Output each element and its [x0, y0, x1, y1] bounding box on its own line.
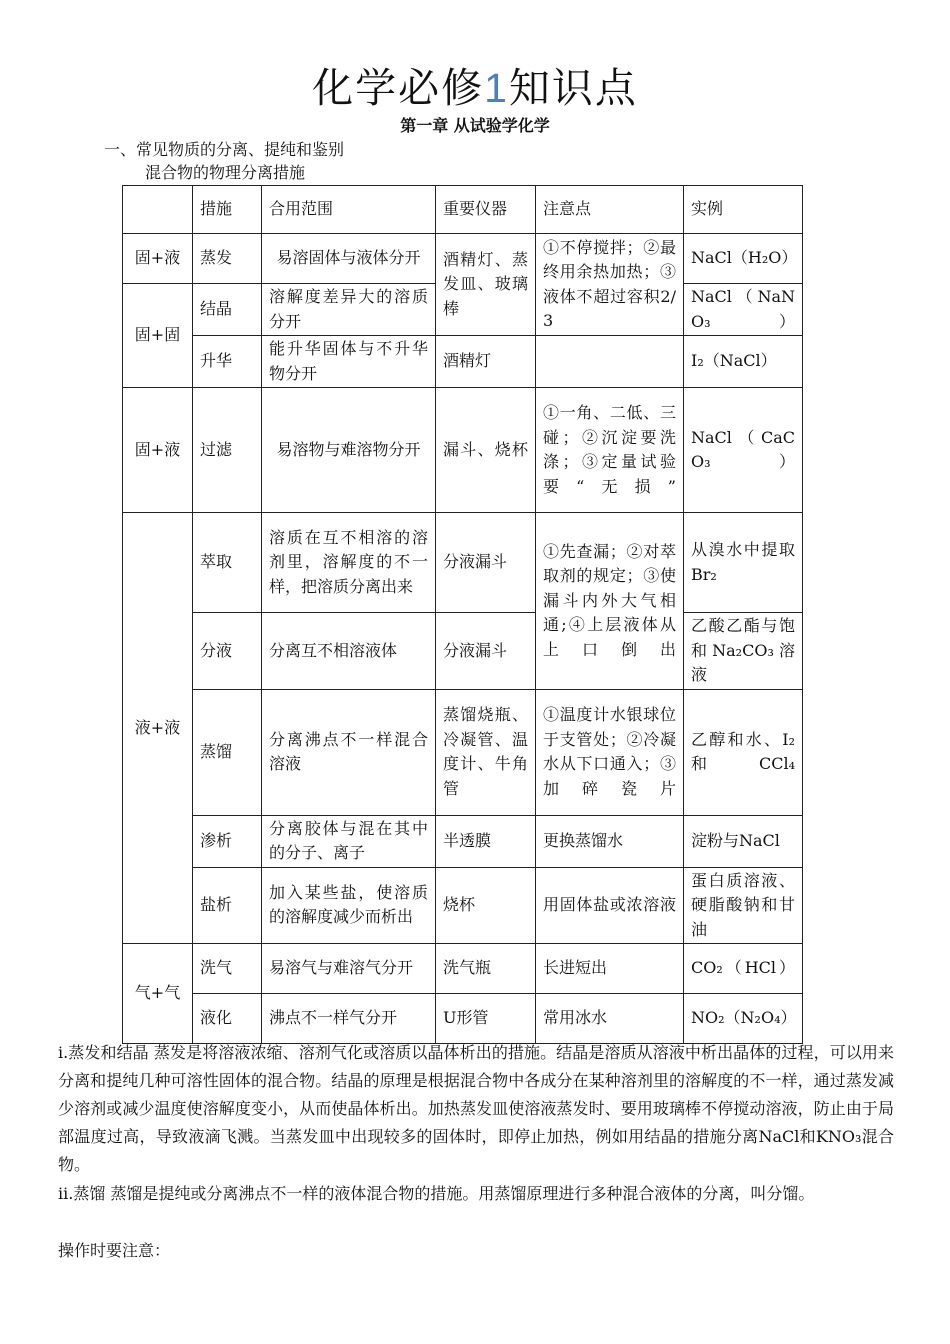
- example-cell: NaCl（CaCO₃）: [684, 388, 803, 513]
- note-cell: 常用冰水: [536, 994, 684, 1044]
- scope-cell: 易溶固体与液体分开: [262, 234, 436, 284]
- scope-cell: 溶解度差异大的溶质分开: [262, 284, 436, 336]
- separation-methods-table: [122, 185, 803, 1044]
- paragraph-operation-notes: 操作时要注意：: [58, 1241, 171, 1260]
- note-cell: ①先查漏；②对萃取剂的规定；③使漏斗内外大气相通;④上层液体从上口倒出: [536, 513, 684, 690]
- example-cell: 乙酸乙酯与饱和Na₂CO₃溶液: [684, 613, 803, 690]
- instrument-cell: 酒精灯: [436, 336, 536, 388]
- phase-group-cell: 固+液: [123, 388, 193, 513]
- note-cell: 更换蒸馏水: [536, 815, 684, 867]
- title-number: 1: [484, 65, 509, 111]
- table-row: [123, 994, 803, 1044]
- paragraph-distillation: ii.蒸馏 蒸馏是提纯或分离沸点不一样的液体混合物的措施。用蒸馏原理进行多种混合液体的分离，叫分馏。: [58, 1184, 815, 1203]
- scope-cell: 分离沸点不一样混合溶液: [262, 689, 436, 815]
- method-cell: 渗析: [193, 815, 262, 867]
- example-cell: NO₂（N₂O₄）: [684, 994, 803, 1044]
- instrument-cell: U形管: [436, 994, 536, 1044]
- instrument-cell: 蒸馏烧瓶、冷凝管、温度计、牛角管: [436, 689, 536, 815]
- table-row: [123, 867, 803, 944]
- method-cell: 蒸发: [193, 234, 262, 284]
- scope-cell: 分离胶体与混在其中的分子、离子: [262, 815, 436, 867]
- example-cell: 从溴水中提取Br₂: [684, 513, 803, 613]
- example-cell: CO₂（HCl）: [684, 944, 803, 994]
- instrument-cell: 酒精灯、蒸发皿、玻璃棒: [436, 234, 536, 336]
- note-cell: 长进短出: [536, 944, 684, 994]
- method-cell: 盐析: [193, 867, 262, 944]
- table-row: [123, 388, 803, 513]
- scope-cell: 分离互不相溶液体: [262, 613, 436, 690]
- chapter-heading: 第一章 从试验学化学: [400, 116, 550, 135]
- scope-cell: 加入某些盐，使溶质的溶解度减少而析出: [262, 867, 436, 944]
- table-row: [123, 336, 803, 388]
- method-cell: 蒸馏: [193, 689, 262, 815]
- header-cell: 措施: [193, 186, 262, 234]
- note-cell: ①不停搅拌；②最终用余热加热；③液体不超过容积2/3: [536, 234, 684, 336]
- example-cell: 乙醇和水、I₂和CCl₄: [684, 689, 803, 815]
- instrument-cell: 漏斗、烧杯: [436, 388, 536, 513]
- scope-cell: 易溶物与难溶物分开: [262, 388, 436, 513]
- method-cell: 结晶: [193, 284, 262, 336]
- table-row: [123, 234, 803, 284]
- method-cell: 洗气: [193, 944, 262, 994]
- instrument-cell: 半透膜: [436, 815, 536, 867]
- instrument-cell: 分液漏斗: [436, 613, 536, 690]
- method-cell: 萃取: [193, 513, 262, 613]
- instrument-cell: 烧杯: [436, 867, 536, 944]
- scope-cell: 溶质在互不相溶的溶剂里，溶解度的不一样，把溶质分离出来: [262, 513, 436, 613]
- scope-cell: 易溶气与难溶气分开: [262, 944, 436, 994]
- example-cell: NaCl（NaNO₃）: [684, 284, 803, 336]
- note-cell: ①一角、二低、三碰；②沉淀要洗涤；③定量试验要“无损”: [536, 388, 684, 513]
- scope-cell: 沸点不一样气分开: [262, 994, 436, 1044]
- table-row: [123, 613, 803, 690]
- title-text-end: 知识点: [508, 64, 638, 112]
- phase-group-cell: 液+液: [123, 513, 193, 944]
- example-cell: NaCl（H₂O）: [684, 234, 803, 284]
- method-cell: 液化: [193, 994, 262, 1044]
- example-cell: I₂（NaCl）: [684, 336, 803, 388]
- table-header-row: [123, 186, 803, 234]
- method-cell: 升华: [193, 336, 262, 388]
- title-text: 化学必修: [312, 64, 485, 112]
- example-cell: 蛋白质溶液、硬脂酸钠和甘油: [684, 867, 803, 944]
- method-cell: 过滤: [193, 388, 262, 513]
- note-cell: [536, 336, 684, 388]
- paragraph-evaporation-crystallization: i.蒸发和结晶 蒸发是将溶液浓缩、溶剂气化或溶质以晶体析出的措施。结晶是溶质从溶液中析出晶体的过程，可以用来分离和提纯几种可溶性固体的混合物。结晶的原理是根据混合物中各成分在某种溶剂里的溶解度的不一样，通过蒸发减少溶剂或减少温度使溶解度变小，从而使晶体析出。加热蒸发皿使溶液蒸发时、要用玻璃棒不停搅动溶液，防止由于局部温度过高，导致液滴飞溅。当蒸发皿中出现较多的固体时，即停止加热，例如用结晶的措施分离NaCl和KNO₃混合物。: [58, 1043, 894, 1174]
- header-cell: 实例: [684, 186, 803, 234]
- table-row: [123, 944, 803, 994]
- subsection-heading: 混合物的物理分离措施: [145, 163, 306, 182]
- scope-cell: 能升华固体与不升华物分开: [262, 336, 436, 388]
- instrument-cell: 洗气瓶: [436, 944, 536, 994]
- table-row: [123, 513, 803, 613]
- instrument-cell: 分液漏斗: [436, 513, 536, 613]
- header-cell: 重要仪器: [436, 186, 536, 234]
- example-cell: 淀粉与NaCl: [684, 815, 803, 867]
- table-row: [123, 815, 803, 867]
- method-cell: 分液: [193, 613, 262, 690]
- note-cell: ①温度计水银球位于支管处；②冷凝水从下口通入；③加碎瓷片: [536, 689, 684, 815]
- header-cell: 注意点: [536, 186, 684, 234]
- phase-group-cell: 气+气: [123, 944, 193, 1044]
- note-cell: 用固体盐或浓溶液: [536, 867, 684, 944]
- page-title: [0, 62, 950, 114]
- phase-group-cell: 固+液: [123, 234, 193, 284]
- section-heading: 一、常见物质的分离、提纯和鉴别: [104, 140, 345, 159]
- phase-group-cell: 固+固: [123, 284, 193, 388]
- header-cell: [123, 186, 193, 234]
- table-row: [123, 689, 803, 815]
- header-cell: 合用范围: [262, 186, 436, 234]
